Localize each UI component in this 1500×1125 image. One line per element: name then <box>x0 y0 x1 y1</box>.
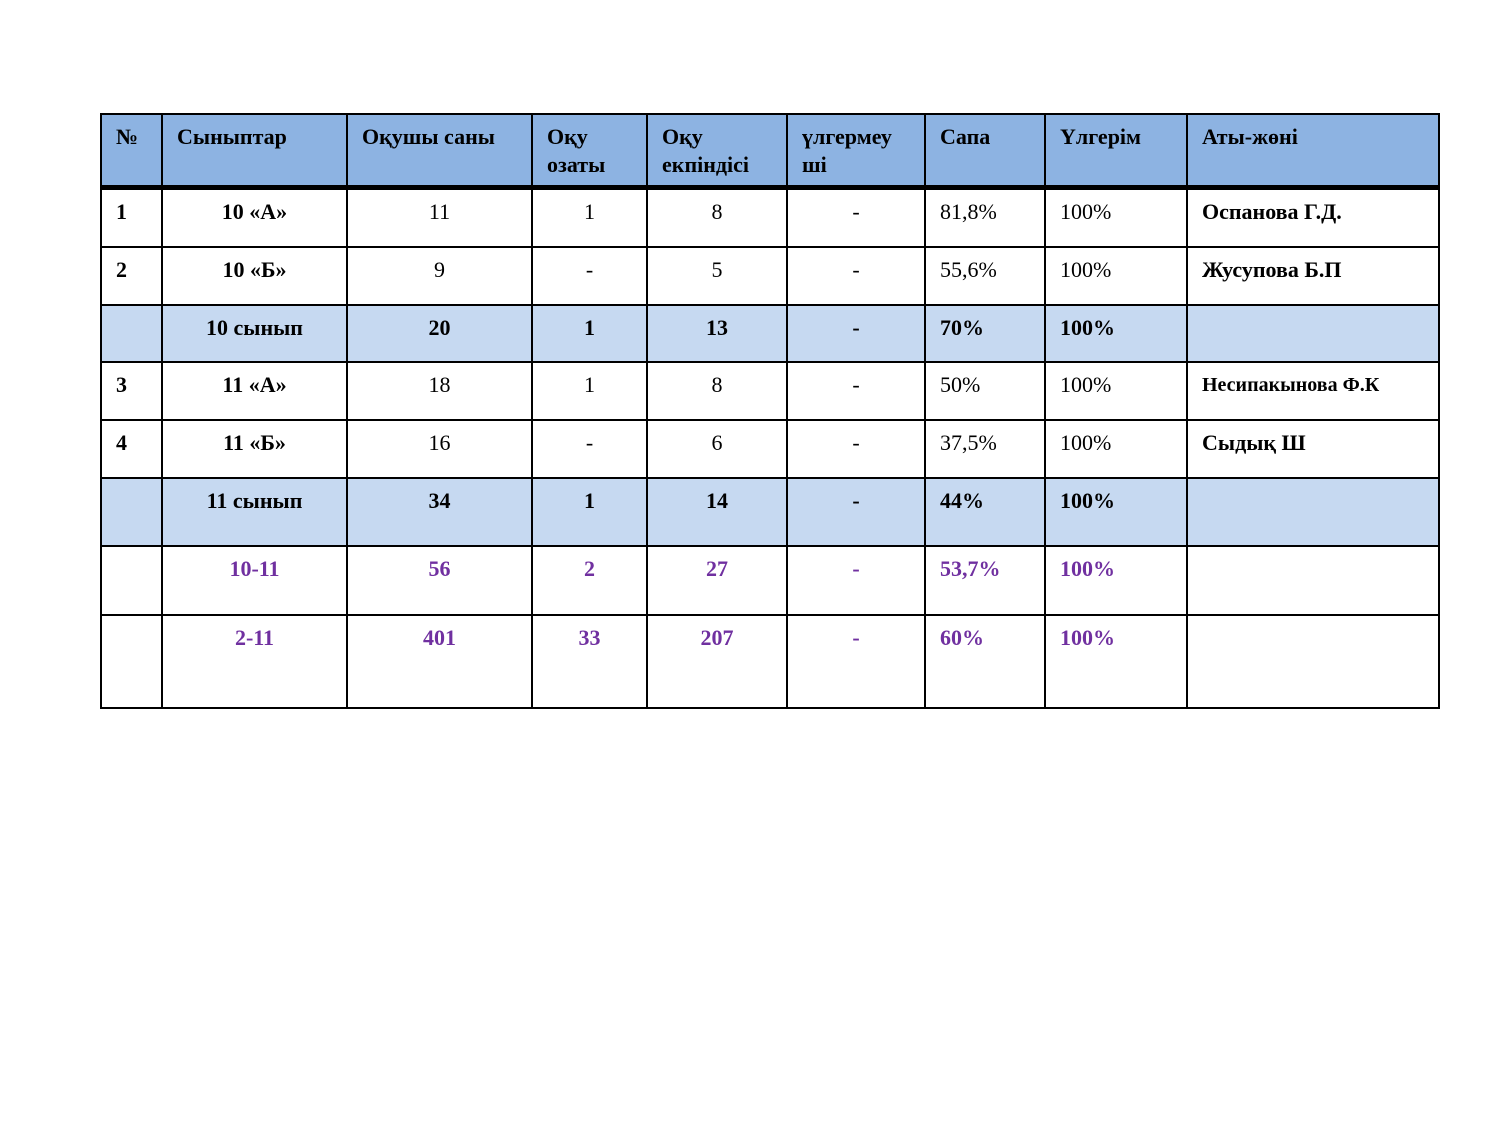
cell-progress: 100% <box>1045 546 1187 615</box>
cell-num: 1 <box>101 188 162 248</box>
cell-quality: 70% <box>925 305 1045 362</box>
header-teacher: Аты-жөні <box>1187 114 1439 188</box>
cell-good: 13 <box>647 305 787 362</box>
cell-num <box>101 615 162 708</box>
cell-good: 6 <box>647 420 787 478</box>
cell-excellent: 1 <box>532 188 647 248</box>
cell-teacher: Несипакынова Ф.К <box>1187 362 1439 420</box>
header-failing <box>787 114 925 188</box>
cell-progress: 100% <box>1045 478 1187 546</box>
header-excellent <box>532 114 647 188</box>
grades-table <box>100 113 1440 709</box>
cell-progress: 100% <box>1045 188 1187 248</box>
cell-teacher: Жусупова Б.П <box>1187 247 1439 305</box>
header-progress: Үлгерім <box>1045 114 1187 188</box>
table-header-row <box>101 114 1439 188</box>
cell-num <box>101 546 162 615</box>
cell-excellent: 1 <box>532 362 647 420</box>
cell-excellent: - <box>532 420 647 478</box>
cell-progress: 100% <box>1045 615 1187 708</box>
cell-quality: 55,6% <box>925 247 1045 305</box>
cell-progress: 100% <box>1045 362 1187 420</box>
cell-num: 4 <box>101 420 162 478</box>
cell-good: 27 <box>647 546 787 615</box>
header-excellent-line1: Оқу <box>547 124 588 149</box>
cell-teacher <box>1187 546 1439 615</box>
cell-good: 207 <box>647 615 787 708</box>
cell-num <box>101 305 162 362</box>
cell-good: 8 <box>647 188 787 248</box>
cell-failing: - <box>787 478 925 546</box>
cell-failing: - <box>787 188 925 248</box>
cell-failing: - <box>787 247 925 305</box>
cell-num: 2 <box>101 247 162 305</box>
cell-failing: - <box>787 420 925 478</box>
table-row <box>101 247 1439 305</box>
cell-failing: - <box>787 362 925 420</box>
header-good <box>647 114 787 188</box>
header-failing-line2: ші <box>802 152 827 177</box>
cell-excellent: - <box>532 247 647 305</box>
header-num: № <box>101 114 162 188</box>
cell-students: 20 <box>347 305 532 362</box>
cell-quality: 60% <box>925 615 1045 708</box>
cell-num: 3 <box>101 362 162 420</box>
table-row <box>101 420 1439 478</box>
table-row <box>101 188 1439 248</box>
table-row-subtotal <box>101 478 1439 546</box>
cell-class: 11 «Б» <box>162 420 347 478</box>
cell-class: 10 сынып <box>162 305 347 362</box>
table-row-total <box>101 615 1439 708</box>
cell-class: 10 «А» <box>162 188 347 248</box>
header-good-line1: Оқу <box>662 124 703 149</box>
cell-teacher <box>1187 305 1439 362</box>
table-row-total <box>101 546 1439 615</box>
cell-students: 401 <box>347 615 532 708</box>
cell-progress: 100% <box>1045 305 1187 362</box>
cell-students: 11 <box>347 188 532 248</box>
cell-teacher: Оспанова Г.Д. <box>1187 188 1439 248</box>
header-classes: Сыныптар <box>162 114 347 188</box>
header-excellent-line2: озаты <box>547 152 606 177</box>
cell-excellent: 2 <box>532 546 647 615</box>
cell-students: 18 <box>347 362 532 420</box>
cell-excellent: 1 <box>532 305 647 362</box>
cell-excellent: 1 <box>532 478 647 546</box>
cell-teacher <box>1187 615 1439 708</box>
header-failing-line1: үлгермеу <box>802 124 892 149</box>
cell-class: 2-11 <box>162 615 347 708</box>
cell-excellent: 33 <box>532 615 647 708</box>
header-quality: Сапа <box>925 114 1045 188</box>
header-good-line2: екпіндісі <box>662 152 750 177</box>
table-row <box>101 362 1439 420</box>
cell-quality: 53,7% <box>925 546 1045 615</box>
cell-students: 56 <box>347 546 532 615</box>
cell-good: 14 <box>647 478 787 546</box>
cell-quality: 37,5% <box>925 420 1045 478</box>
cell-students: 34 <box>347 478 532 546</box>
cell-progress: 100% <box>1045 247 1187 305</box>
cell-quality: 50% <box>925 362 1045 420</box>
cell-class: 11 «А» <box>162 362 347 420</box>
cell-failing: - <box>787 305 925 362</box>
cell-good: 8 <box>647 362 787 420</box>
cell-class: 10-11 <box>162 546 347 615</box>
cell-class: 10 «Б» <box>162 247 347 305</box>
cell-quality: 44% <box>925 478 1045 546</box>
cell-num <box>101 478 162 546</box>
cell-good: 5 <box>647 247 787 305</box>
cell-progress: 100% <box>1045 420 1187 478</box>
cell-class: 11 сынып <box>162 478 347 546</box>
cell-quality: 81,8% <box>925 188 1045 248</box>
header-students: Оқушы саны <box>347 114 532 188</box>
cell-students: 9 <box>347 247 532 305</box>
cell-teacher <box>1187 478 1439 546</box>
cell-students: 16 <box>347 420 532 478</box>
table-row-subtotal <box>101 305 1439 362</box>
cell-failing: - <box>787 546 925 615</box>
cell-teacher: Сыдық Ш <box>1187 420 1439 478</box>
cell-failing: - <box>787 615 925 708</box>
